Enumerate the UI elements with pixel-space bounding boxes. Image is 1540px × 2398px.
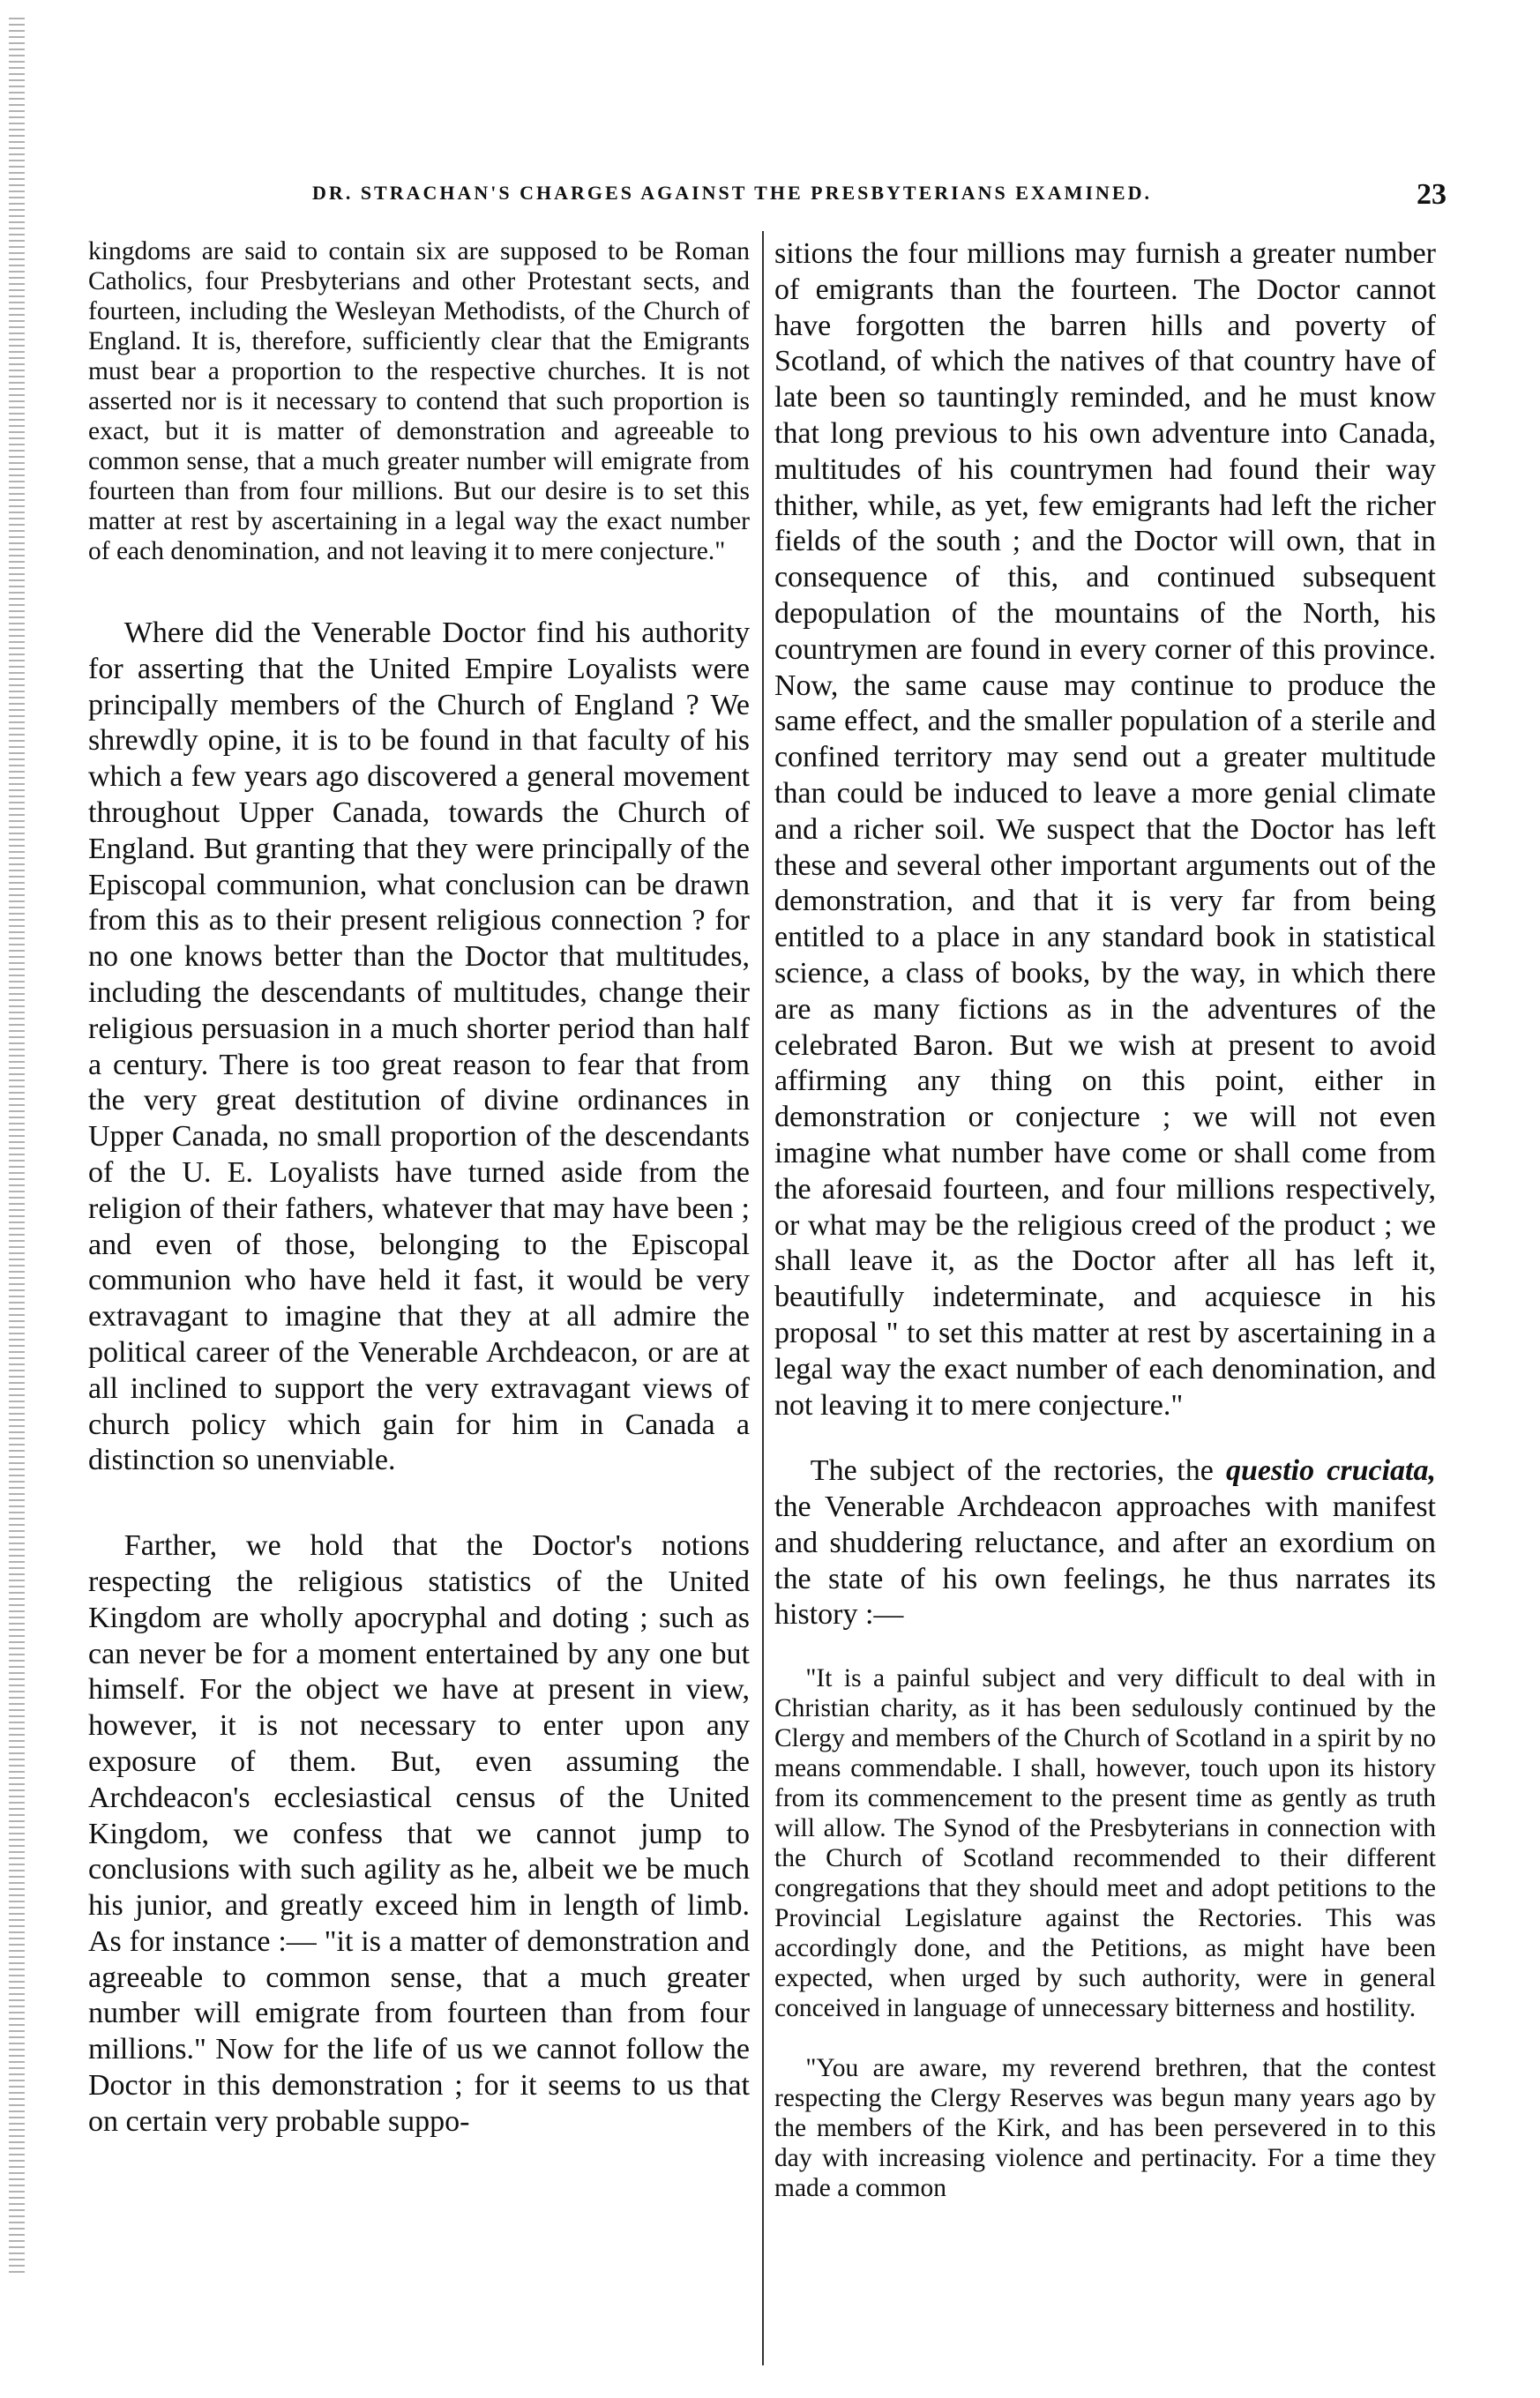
binding-edge-marks [9, 18, 25, 2275]
paragraph [774, 1453, 1436, 1633]
page-number: 23 [1417, 178, 1447, 211]
paragraph: Farther, we hold that the Doctor's notions respecting the religious statistics of the United Kingdom are wholly apocryphal and doting ; such as can never be for a moment entertained by any one but himself. For the object we have at present in view, however, it is not necessary to enter upon any exposure of them. But, even assuming the Archdeacon's ecclesiastical census of the United Kingdom, we confess that we cannot jump to conclusions with such agility as he, albeit we be much his junior, and greatly exceed him in length of limb. As for instance :— "it is a matter of demonstration and agreeable to common sense, that a much greater number will emigrate from fourteen than from four millions." Now for the life of us we cannot follow the Doctor in this demonstration ; for it seems to us that on certain very probable suppo- [88, 1529, 750, 2138]
page-header [97, 178, 1447, 217]
latin-phrase: questio cruciata, [1225, 1454, 1437, 1488]
paragraph: sitions the four millions may furnish a greater number of emigrants than the fourteen. The Doctor cannot have forgotten the barren hills and poverty of Scotland, of which the natives of that country have of late been so tauntingly reminded, and he must know that long previous to his own adventure into Canada, multitudes of his countrymen had found their way thither, while, as yet, few emigrants had left the richer fields of the south ; and the Doctor will own, that in consequence of this, and continued subsequent depopulation of the mountains of the North, his countrymen are found in every corner of this province. Now, the same cause may continue to produce the same effect, and the smaller population of a sterile and confined territory may send out a greater multitude than could be induced to leave a more genial climate and a richer soil. We suspect that the Doctor has left these and several other important arguments out of the demonstration, and that it is very far from being entitled to a place in any standard book in statistical science, a class of books, by the way, in which there are as many fictions as in the adventures of the celebrated Baron. But we wish at present to avoid affirming any thing on this point, either in demonstration or conjecture ; we will not even imagine what number have come or shall come from the aforesaid fourteen, and four millions respectively, or what may be the religious creed of the product ; we shall leave it, as the Doctor after all has left it, beautifully indeterminate, and acquiesce in his proposal " to set this matter at rest by ascertaining in a legal way the exact number of each denomination, and not leaving it to mere conjecture." [774, 237, 1436, 1422]
quote-block: "You are aware, my reverend brethren, that the contest respecting the Clergy Reserves was begun many years ago by the members of the Kirk, and has been persevered in to this day with increasing violence and pertinacity. For a time they made a common [774, 2054, 1436, 2203]
running-head: DR. STRACHAN'S CHARGES AGAINST THE PRESBYTERIANS EXAMINED. [312, 182, 1152, 204]
quote-block: kingdoms are said to contain six are supposed to be Roman Catholics, four Presbyterians and other Protestant sects, and fourteen, including the Wesleyan Methodists, of the Church of England. It is, therefore, sufficiently clear that the Emigrants must bear a proportion to the respective churches. It is not asserted nor is it necessary to contend that such proportion is exact, but it is matter of demonstration and agreeable to common sense, that a much greater number will emigrate from fourteen than from four millions. But our desire is to set this matter at rest by ascertaining in a legal way the exact number of each denomination, and not leaving it to mere conjecture." [88, 237, 750, 565]
column-divider [762, 231, 764, 2365]
paragraph-text: The subject of the rectories, the [810, 1454, 1226, 1488]
left-column [88, 236, 750, 2170]
right-column [774, 236, 1436, 2233]
paragraph: Where did the Venerable Doctor find his authority for asserting that the United Empire Loyalists were principally members of the Church of England ? We shrewdly opine, it is to be found in that faculty of his which a few years ago discovered a general movement throughout Upper Canada, towards the Church of England. But granting that they were principally of the Episcopal communion, what conclusion can be drawn from this as to their present religious connection ? for no one knows better than the Doctor that multitudes, including the descendants of multitudes, change their religious persuasion in a much shorter period than half a century. There is too great reason to fear that from the very great destitution of divine ordinances in Upper Canada, no small proportion of the descendants of the U. E. Loyalists have turned aside from the religion of their fathers, whatever that may have been ; and even of those, belonging to the Episcopal communion who have held it fast, it would be very extravagant to imagine that they at all admire the political career of the Venerable Archdeacon, or are at all inclined to support the very extravagant views of church policy which gain for him in Canada a distinction so unenviable. [88, 616, 750, 1477]
quote-block: "It is a painful subject and very difficult to deal with in Christian charity, as it has been sedulously continued by the Clergy and members of the Church of Scotland in a spirit by no means commendable. I shall, however, touch upon its history from its commencement to the present time as gently as truth will allow. The Synod of the Presbyterians in connection with the Church of Scotland recommended to their different congregations that they should meet and adopt petitions to the Provincial Legislature against the Rectories. This was accordingly done, and the Petitions, as might have been expected, when urged by such authority, were in general conceived in language of unnecessary bitterness and hostility. [774, 1664, 1436, 2023]
paragraph-text: the Venerable Archdeacon approaches with manifest and shuddering reluctance, and after an exordium on the state of his own feelings, he thus narrates its history :— [774, 1490, 1436, 1632]
